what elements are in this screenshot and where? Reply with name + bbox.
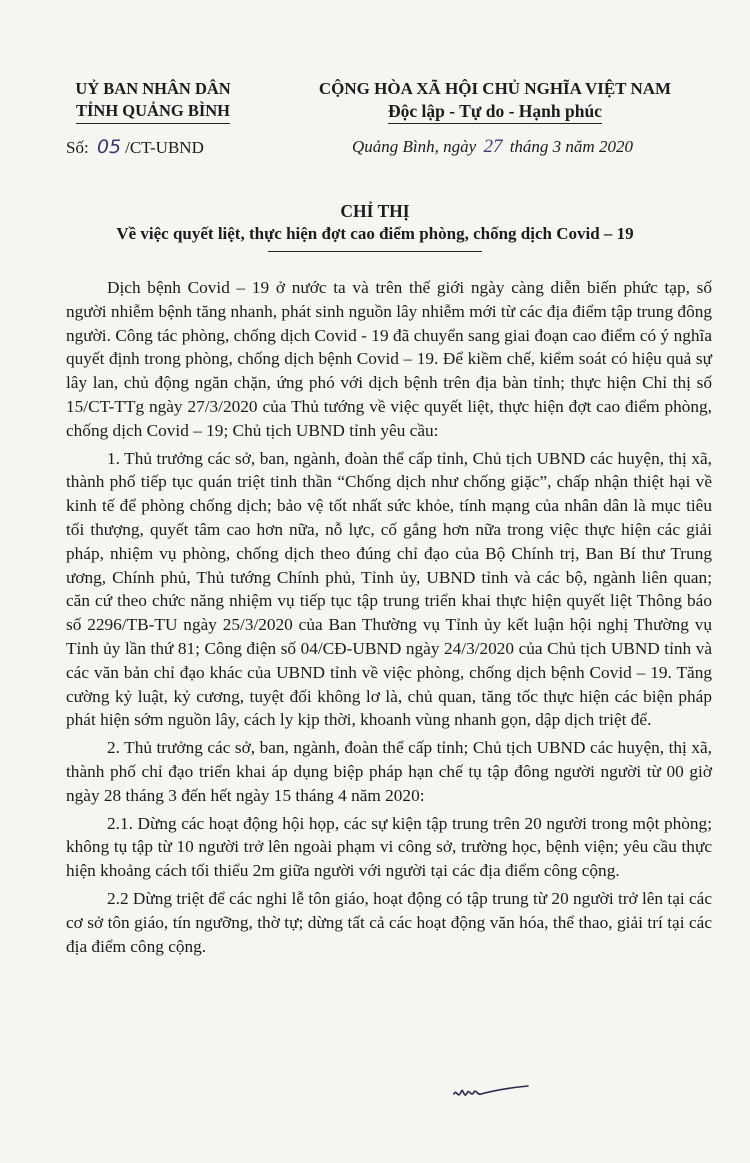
number-prefix: Số:: [66, 138, 89, 157]
nation-line-1: CỘNG HÒA XÃ HỘI CHỦ NGHĨA VIỆT NAM: [318, 79, 672, 98]
number-value: 05: [96, 136, 122, 158]
paragraph-2: 2. Thủ trưởng các sở, ban, ngành, đoàn thể cấp tỉnh; Chủ tịch UBND các huyện, thị xã, thành phố chỉ đạo triển khai áp dụng biệp pháp hạn chế tụ tập đông người người từ 00 giờ ngày 28 tháng 3 đến hết ngày 15 tháng 4 năm 2020:: [66, 738, 712, 805]
paragraph-1: 1. Thủ trưởng các sở, ban, ngành, đoàn thể cấp tỉnh, Chủ tịch UBND các huyện, thị xã, thành phố tiếp tục quán triệt tinh thần “Chống dịch như chống giặc”, chấp nhận thiệt hại về kinh tế để phòng chống dịch; bảo vệ tốt nhất sức khỏe, tính mạng của nhân dân là mục tiêu tối thượng, quyết tâm cao hơn nữa, nỗ lực, cố gắng hơn nữa trong việc thực hiện các giải pháp, nhiệm vụ phòng, chống dịch theo đúng chỉ đạo của Bộ Chính trị, Ban Bí thư Trung ương, Chính phủ, Thủ tướng Chính phủ, Tỉnh ủy, UBND tỉnh và các bộ, ngành liên quan; căn cứ theo chức năng nhiệm vụ tiếp tục tập trung triển khai thực hiện quyết liệt Thông báo số 2296/TB-TU ngày 25/3/2020 của Ban Thường vụ Tỉnh ủy kết luận hội nghị Thường vụ Tỉnh ủy lần thứ 81; Công điện số 04/CĐ-UBND ngày 24/3/2020 của Chủ tịch UBND tỉnh và các văn bản chỉ đạo khác của UBND tỉnh về việc phòng, chống dịch bệnh Covid – 19. Tăng cường kỷ luật, kỷ cương, tuyệt đối không lơ là, chủ quan, tăng tốc thực hiện các biện pháp phát hiện sớm nguồn lây, cách ly kịp thời, khoanh vùng nhanh gọn, dập dịch triệt để.: [66, 448, 712, 730]
paragraph-intro: Dịch bệnh Covid – 19 ở nước ta và trên thế giới ngày càng diễn biến phức tạp, số người nhiễm bệnh tăng nhanh, phát sinh nguồn lây nhiễm mới từ các địa điểm tập trung đông người. Công tác phòng, chống dịch Covid - 19 đã chuyển sang giai đoạn cao điểm có ý nghĩa quyết định trong phòng, chống dịch bệnh Covid – 19. Để kiềm chế, kiểm soát có hiệu quả sự lây lan, chủ động ngăn chặn, ứng phó với dịch bệnh trên địa bàn tỉnh; thực hiện Chỉ thị số 15/CT-TTg ngày 27/3/2020 của Thủ tướng về việc quyết liệt, thực hiện đợt cao điểm phòng, chống dịch Covid – 19; Chủ tịch UBND tỉnh yêu cầu:: [66, 278, 712, 440]
document-title: CHỈ THỊ: [340, 201, 410, 221]
document-date: [352, 136, 633, 158]
document-subtitle: Về việc quyết liệt, thực hiện đợt cao điểm phòng, chống dịch Covid – 19: [116, 224, 634, 243]
agency-line-2: TỈNH QUẢNG BÌNH: [76, 100, 230, 124]
date-day: 27: [483, 136, 503, 157]
nation-line-2: Độc lập - Tự do - Hạnh phúc: [388, 100, 602, 124]
subtitle-underline: [268, 251, 482, 252]
date-prefix: Quảng Bình, ngày: [352, 137, 477, 156]
paragraph-2-1: 2.1. Dừng các hoạt động hội họp, các sự kiện tập trung trên 20 người trong một phòng; không tụ tập từ 10 người trở lên ngoài phạm vi công sở, trường học, bệnh viện; yêu cầu thực hiện khoảng cách tối thiểu 2m giữa người với người tại các địa điểm công cộng.: [66, 813, 712, 881]
agency-line-1: UỶ BAN NHÂN DÂN: [75, 79, 231, 98]
date-suffix: tháng 3 năm 2020: [509, 137, 633, 156]
document-body: [66, 276, 712, 962]
issuing-agency: [58, 78, 248, 124]
paragraph-2-2: 2.2 Dừng triệt để các nghi lễ tôn giáo, hoạt động có tập trung từ 20 người trở lên tại các cơ sở tôn giáo, tín ngưỡng, thờ tự; dừng tất cả các hoạt động văn hóa, thể thao, giải trí tại các địa điểm công cộng.: [66, 888, 712, 956]
initial-signature: [452, 1078, 532, 1108]
number-suffix: /CT-UBND: [125, 138, 204, 157]
document-number: [66, 136, 204, 158]
national-motto: [290, 78, 700, 124]
